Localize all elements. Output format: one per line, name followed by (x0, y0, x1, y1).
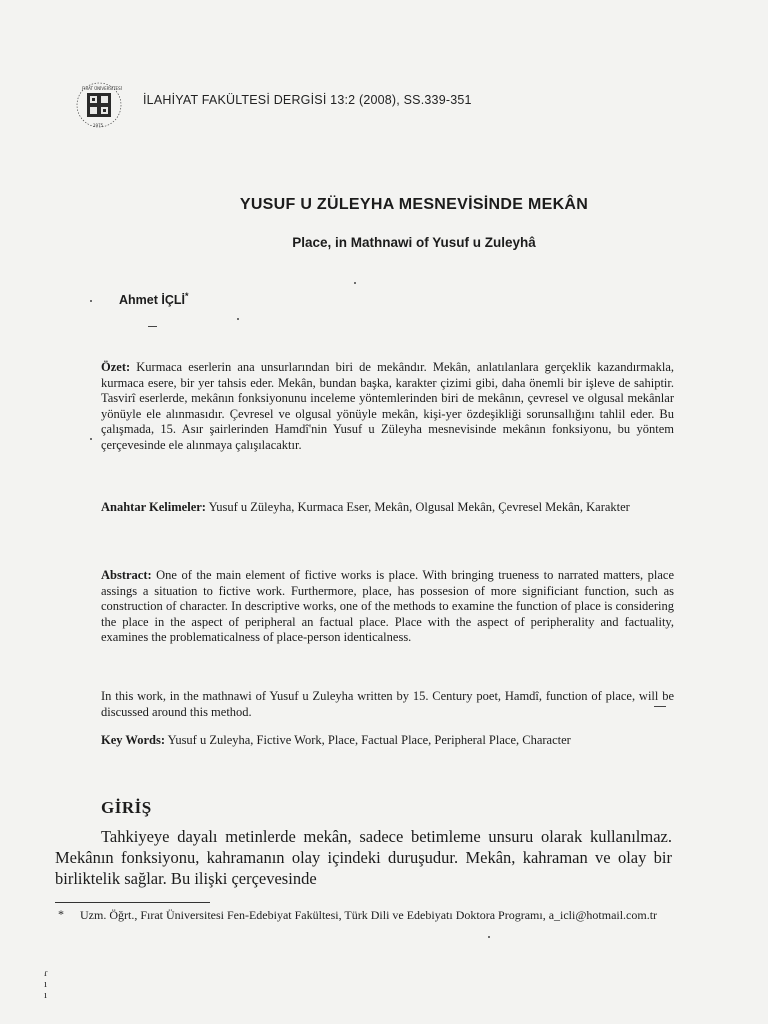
keywords-section (101, 733, 674, 749)
svg-text:1975: 1975 (93, 123, 104, 128)
abstract-section (101, 568, 674, 646)
body-text (55, 826, 672, 889)
footnote-mark: * (58, 907, 64, 921)
journal-header: İLAHİYAT FAKÜLTESİ DERGİSİ 13:2 (2008), SS.339-351 (143, 93, 472, 107)
ozet-section (101, 360, 674, 453)
keywords-text: Yusuf u Zuleyha, Fictive Work, Place, Factual Place, Peripheral Place, Character (165, 733, 571, 747)
author-name (119, 291, 189, 307)
body-paragraph: Tahkiyeye dayalı metinlerde mekân, sadece betimleme unsuru olarak kullanılmaz. Mekânın fonksiyonu, kahramanın olay içindeki duruşudur. Mekân, kahraman ve olay bir birliktelik sağlar. Bu ilişki çerçevesinde (55, 827, 672, 888)
university-seal-logo (70, 80, 128, 130)
section-heading-giris: GİRİŞ (101, 798, 152, 817)
svg-text:FIRAT ÜNİVERSİTESİ: FIRAT ÜNİVERSİTESİ (82, 86, 122, 91)
paper-title: YUSUF U ZÜLEYHA MESNEVİSİNDE MEKÂN (239, 196, 589, 213)
keywords-label: Key Words: (101, 733, 166, 747)
anahtar-kelimeler-section (101, 500, 674, 516)
abstract-paragraph-2 (101, 689, 674, 720)
footnote-divider (55, 902, 210, 903)
author-name-text: Ahmet İÇLİ (119, 293, 185, 308)
abstract-text: One of the main element of fictive works is place. With bringing trueness to narrated matters, place assings a situation to fictive work. Furthermore, place, has possesion of more significiant function, such as construction of character. In descriptive works, one of the methods to examine the function of place is considering the place in the aspect of peripheral an factual place. Place with the aspect of peripherality and factuality, examines the problematicalness of place-person identicalness. (101, 568, 674, 644)
scan-speck (90, 438, 92, 440)
abstract-text-2: In this work, in the mathnawi of Yusuf u Zuleyha written by 15. Century poet, Hamdî, function of place, will be discussed around this method. (101, 689, 674, 719)
abstract-label: Abstract: (101, 568, 152, 582)
ozet-label: Özet: (101, 360, 131, 374)
scan-speck (654, 706, 666, 707)
scan-speck (90, 300, 92, 302)
anahtar-label: Anahtar Kelimeler: (101, 500, 206, 514)
margin-scan-marks: ɾ ı ı (44, 967, 48, 1001)
ozet-text: Kurmaca eserlerin ana unsurlarından biri de mekândır. Mekân, anlatılanlara gerçeklik kazandırmakla, kurmaca esere, bir yer tahsis eder. Mekân, bundan başka, karakter çizimi gibi, daha önemli bir işleve de sahiptir. Tasvirî eserlerde, mekânın fonksiyonunu inceleme yöntemlerinden biri de mekânın, çevresel ve olgusal mekânlar yönüyle ele alınmasıdır. Çevresel ve olgusal yönüyle mekân, kişi-yer özdeşikliği sorunsallığını tahlil eder. Bu çalışmada, 15. Asır şairlerinden Hamdî'nin Yusuf u Züleyha mesnevisinde mekânın fonksiyonu, bu yöntem çerçevesinde ele alınmaya çalışılacaktır. (101, 360, 674, 452)
paper-subtitle: Place, in Mathnawi of Yusuf u Zuleyhâ (292, 235, 536, 250)
scan-speck (148, 326, 157, 327)
anahtar-text: Yusuf u Züleyha, Kurmaca Eser, Mekân, Olgusal Mekân, Çevresel Mekân, Karakter (205, 500, 630, 514)
scan-speck (237, 318, 239, 320)
scan-speck (488, 936, 490, 938)
author-footnote-mark: * (184, 291, 189, 301)
footnote-text: Uzm. Öğrt., Fırat Üniversitesi Fen-Edebiyat Fakültesi, Türk Dili ve Edebiyatı Doktora Programı, a_icli@hotmail.com.tr (80, 908, 658, 922)
scan-speck (354, 282, 356, 284)
